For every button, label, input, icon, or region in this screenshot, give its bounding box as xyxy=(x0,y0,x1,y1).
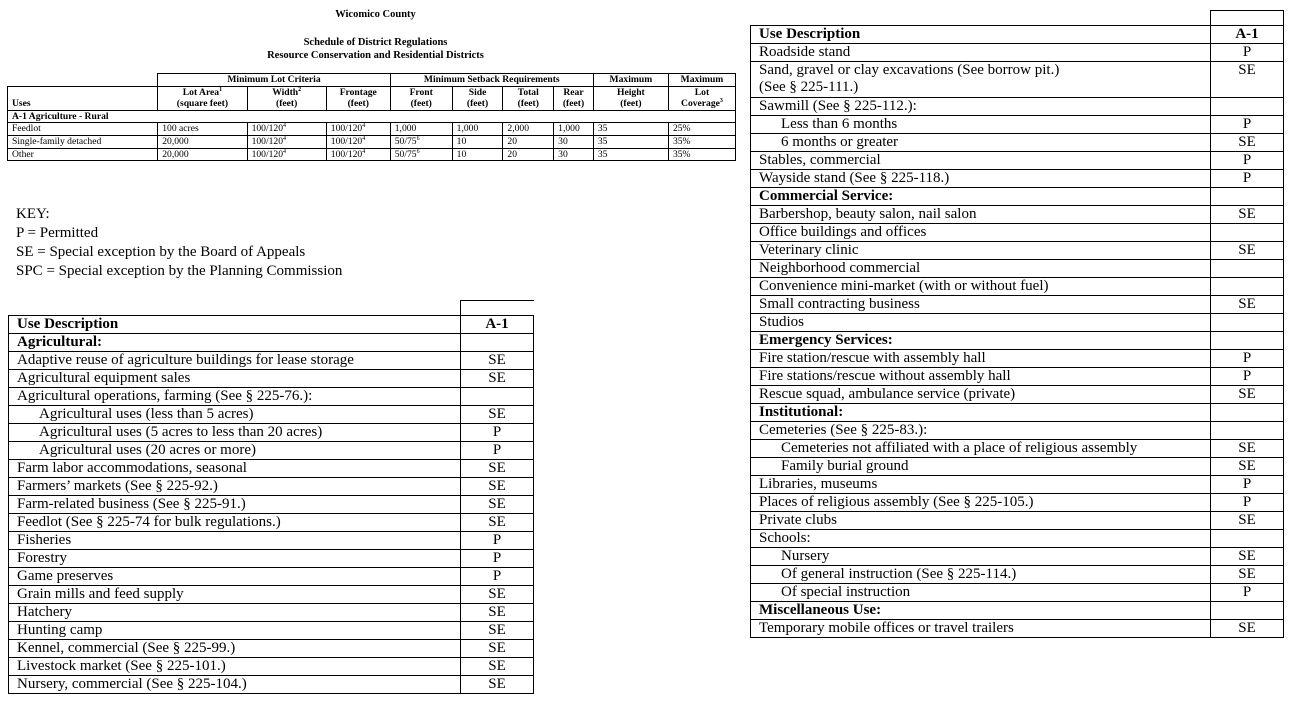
use-description: Wayside stand (See § 225-118.) xyxy=(751,169,1211,187)
col-frontage: Frontage (feet) xyxy=(326,86,390,110)
a1-permission-value: SE xyxy=(461,477,534,495)
use-row xyxy=(9,513,534,531)
schedule-subtitle: Resource Conservation and Residential Districts xyxy=(267,50,484,61)
a1-permission-value: SE xyxy=(461,369,534,387)
use-row xyxy=(751,457,1284,475)
regs-column-header-row xyxy=(8,86,736,110)
a1-permission-value: SE xyxy=(461,495,534,513)
use-description: Less than 6 months xyxy=(751,115,1211,133)
use-description: Agricultural equipment sales xyxy=(9,369,461,387)
key-permitted: P = Permitted xyxy=(16,225,99,241)
a1-permission-value: SE xyxy=(461,351,534,369)
use-description: Stables, commercial xyxy=(751,151,1211,169)
a1-permission-value xyxy=(461,387,534,405)
regs-cell-side: 1,000 xyxy=(452,123,503,136)
footnote-marker: 4 xyxy=(362,135,366,142)
a1-permission-value: SE xyxy=(1211,457,1284,475)
a1-permission-value: SE xyxy=(1211,565,1284,583)
regs-cell-coverage: 25% xyxy=(668,123,735,136)
regs-cell-front: $50/75^6$ xyxy=(390,135,452,148)
a1-permission-value xyxy=(461,333,534,351)
regs-cell-use: Single-family detached xyxy=(8,135,158,148)
use-description: Veterinary clinic xyxy=(751,241,1211,259)
a1-permission-value: P xyxy=(461,531,534,549)
use-description: Barbershop, beauty salon, nail salon xyxy=(751,205,1211,223)
use-description: Nursery xyxy=(751,547,1211,565)
use-table-header-row xyxy=(9,315,534,333)
a1-permission-value: SE xyxy=(1211,205,1284,223)
use-description: Rescue squad, ambulance service (private) xyxy=(751,385,1211,403)
use-row xyxy=(751,547,1284,565)
footnote-2: 2 xyxy=(298,86,302,93)
a1-permission-value xyxy=(1211,97,1284,115)
use-row xyxy=(9,585,534,603)
category-row xyxy=(751,331,1284,349)
use-description: Convenience mini-market (with or without fuel) xyxy=(751,277,1211,295)
a1-permission-value: SE xyxy=(1211,295,1284,313)
footnote-marker: 4 xyxy=(283,123,287,130)
key-special-exception-board: SE = Special exception by the Board of Appeals xyxy=(16,244,306,260)
regs-cell-total: 20 xyxy=(503,135,554,148)
category-row xyxy=(751,187,1284,205)
use-description-header: Use Description xyxy=(751,25,1211,43)
use-row xyxy=(9,459,534,477)
use-description: Of general instruction (See § 225-114.) xyxy=(751,565,1211,583)
footnote-1: 1 xyxy=(219,86,223,93)
a1-permission-value: P xyxy=(461,549,534,567)
regs-group-header-row xyxy=(8,74,736,87)
category-row xyxy=(751,601,1284,619)
regs-cell-front: 1,000 xyxy=(390,123,452,136)
use-row xyxy=(751,43,1284,61)
use-description: Studios xyxy=(751,313,1211,331)
use-description: Fire stations/rescue without assembly hall xyxy=(751,367,1211,385)
group-max-height: Maximum xyxy=(593,74,668,87)
use-row xyxy=(751,349,1284,367)
use-row xyxy=(751,313,1284,331)
regs-cell-lot-area: 20,000 xyxy=(158,135,247,148)
regs-cell-total: 20 xyxy=(503,148,554,161)
col-height: Height (feet) xyxy=(593,86,668,110)
use-description: Small contracting business xyxy=(751,295,1211,313)
a1-permission-value xyxy=(1211,529,1284,547)
category-row xyxy=(9,333,534,351)
use-table-left-top xyxy=(9,301,534,316)
use-description: Libraries, museums xyxy=(751,475,1211,493)
a1-permission-value: SE xyxy=(461,621,534,639)
use-description: Adaptive reuse of agriculture buildings for lease storage xyxy=(9,351,461,369)
footnote-marker: 6 xyxy=(416,148,420,155)
a1-permission-value: P xyxy=(461,423,534,441)
use-row xyxy=(751,511,1284,529)
regs-blank-cell xyxy=(8,74,158,87)
use-description: Agricultural uses (less than 5 acres) xyxy=(9,405,461,423)
a1-permission-value: SE xyxy=(461,513,534,531)
a1-permission-value: SE xyxy=(461,639,534,657)
use-table-left xyxy=(8,300,534,694)
regs-cell-width: $100/120^4$ xyxy=(247,135,326,148)
use-description: Cemeteries (See § 225-83.): xyxy=(751,421,1211,439)
regs-row xyxy=(8,148,736,161)
use-row xyxy=(751,583,1284,601)
footnote-marker: 4 xyxy=(362,148,366,155)
a1-permission-value: SE xyxy=(461,657,534,675)
regs-row xyxy=(8,135,736,148)
use-row xyxy=(9,675,534,693)
category-row xyxy=(751,403,1284,421)
use-row xyxy=(9,477,534,495)
key-special-exception-planning: SPC = Special exception by the Planning Commission xyxy=(16,263,343,279)
footnote-marker: 4 xyxy=(283,135,287,142)
key-title: KEY: xyxy=(16,206,50,222)
a1-permission-value xyxy=(1211,223,1284,241)
regs-cell-width: $100/120^4$ xyxy=(247,148,326,161)
a1-permission-value: SE xyxy=(1211,439,1284,457)
use-row xyxy=(9,387,534,405)
use-description: Family burial ground xyxy=(751,457,1211,475)
a1-permission-value xyxy=(1211,277,1284,295)
a1-permission-value: P xyxy=(1211,475,1284,493)
footnote-marker: 4 xyxy=(362,123,366,130)
a1-permission-value: P xyxy=(1211,493,1284,511)
use-description: Cemeteries not affiliated with a place of religious assembly xyxy=(751,439,1211,457)
category-label: Miscellaneous Use: xyxy=(751,601,1211,619)
use-description: Agricultural uses (20 acres or more) xyxy=(9,441,461,459)
regs-cell-coverage: 35% xyxy=(668,135,735,148)
regs-cell-side: 10 xyxy=(452,135,503,148)
regs-cell-lot-area: 100 acres xyxy=(158,123,247,136)
a1-permission-value xyxy=(1211,421,1284,439)
use-row xyxy=(751,133,1284,151)
a1-permission-value: SE xyxy=(1211,385,1284,403)
regs-cell-lot-area: 20,000 xyxy=(158,148,247,161)
use-description: Office buildings and offices xyxy=(751,223,1211,241)
district-regulations-table xyxy=(7,73,736,161)
use-row xyxy=(9,495,534,513)
col-coverage: Lot Coverage$^3$ xyxy=(668,86,735,110)
col-rear: Rear (feet) xyxy=(554,86,594,110)
a1-permission-value: P xyxy=(1211,349,1284,367)
regs-cell-use: Other xyxy=(8,148,158,161)
district-a1-header: A-1 xyxy=(461,315,534,333)
use-row xyxy=(751,97,1284,115)
use-description: Feedlot (See § 225-74 for bulk regulations.) xyxy=(9,513,461,531)
a1-permission-value: P xyxy=(1211,151,1284,169)
use-row xyxy=(751,439,1284,457)
use-description: Private clubs xyxy=(751,511,1211,529)
use-description: Schools: xyxy=(751,529,1211,547)
use-row xyxy=(751,223,1284,241)
regs-cell-height: 35 xyxy=(593,123,668,136)
footnote-marker: 4 xyxy=(283,148,287,155)
col-uses: Uses xyxy=(8,86,158,110)
regs-cell-total: 2,000 xyxy=(503,123,554,136)
use-row xyxy=(9,369,534,387)
group-min-lot-criteria: Minimum Lot Criteria xyxy=(158,74,391,87)
use-description: Farm-related business (See § 225-91.) xyxy=(9,495,461,513)
col-total: Total (feet) xyxy=(503,86,554,110)
use-description: Kennel, commercial (See § 225-99.) xyxy=(9,639,461,657)
a1-permission-value: SE xyxy=(1211,133,1284,151)
use-row xyxy=(751,475,1284,493)
use-row xyxy=(9,549,534,567)
regs-cell-frontage: $100/120^4$ xyxy=(326,148,390,161)
regs-section-row xyxy=(8,110,736,123)
schedule-title: Schedule of District Regulations xyxy=(303,37,448,48)
use-row xyxy=(9,351,534,369)
use-description: Fisheries xyxy=(9,531,461,549)
use-description: Livestock market (See § 225-101.) xyxy=(9,657,461,675)
use-row xyxy=(751,619,1284,637)
use-row xyxy=(9,567,534,585)
a1-permission-value: P xyxy=(1211,115,1284,133)
use-row xyxy=(751,277,1284,295)
county-title: Wicomico County xyxy=(335,9,416,20)
use-description: Roadside stand xyxy=(751,43,1211,61)
use-description: Agricultural operations, farming (See § 225-76.): xyxy=(9,387,461,405)
a1-permission-value: SE xyxy=(461,675,534,693)
footnote-marker: 6 xyxy=(416,135,420,142)
group-min-setback: Minimum Setback Requirements xyxy=(390,74,593,87)
use-table-header-row xyxy=(751,25,1284,43)
use-description: Grain mills and feed supply xyxy=(9,585,461,603)
use-row xyxy=(751,151,1284,169)
a1-permission-value: SE xyxy=(461,603,534,621)
use-description: Agricultural uses (5 acres to less than 20 acres) xyxy=(9,423,461,441)
use-row xyxy=(9,603,534,621)
use-description: Hatchery xyxy=(9,603,461,621)
use-description: Temporary mobile offices or travel trailers xyxy=(751,619,1211,637)
use-description: Hunting camp xyxy=(9,621,461,639)
category-label: Commercial Service: xyxy=(751,187,1211,205)
a1-permission-value: P xyxy=(461,567,534,585)
regs-cell-height: 35 xyxy=(593,135,668,148)
category-label: Emergency Services: xyxy=(751,331,1211,349)
col-lot-area: Lot Area$^1$ (square feet) xyxy=(158,86,247,110)
use-description-header: Use Description xyxy=(9,315,461,333)
use-description: 6 months or greater xyxy=(751,133,1211,151)
use-table-right-top xyxy=(751,11,1284,26)
a1-permission-value: P xyxy=(461,441,534,459)
col-width: Width$^2$ (feet) xyxy=(247,86,326,110)
use-description: Fire station/rescue with assembly hall xyxy=(751,349,1211,367)
a1-permission-value xyxy=(1211,601,1284,619)
use-description: Game preserves xyxy=(9,567,461,585)
use-row xyxy=(751,529,1284,547)
regs-cell-use: Feedlot xyxy=(8,123,158,136)
use-row xyxy=(751,295,1284,313)
a1-permission-value: SE xyxy=(1211,619,1284,637)
a1-permission-value: SE xyxy=(1211,241,1284,259)
use-description: Sand, gravel or clay excavations (See borrow pit.) (See § 225-111.) xyxy=(751,61,1211,97)
a1-permission-value: SE xyxy=(461,459,534,477)
category-label: Agricultural: xyxy=(9,333,461,351)
regs-cell-side: 10 xyxy=(452,148,503,161)
use-row xyxy=(751,259,1284,277)
regs-row xyxy=(8,123,736,136)
use-description: Farm labor accommodations, seasonal xyxy=(9,459,461,477)
a1-permission-value xyxy=(1211,331,1284,349)
use-description: Forestry xyxy=(9,549,461,567)
district-a1-header: A-1 xyxy=(1211,25,1284,43)
regs-cell-frontage: $100/120^4$ xyxy=(326,135,390,148)
use-row xyxy=(751,565,1284,583)
a1-permission-value: P xyxy=(1211,583,1284,601)
col-side: Side (feet) xyxy=(452,86,503,110)
a1-permission-value: SE xyxy=(461,585,534,603)
use-description: Nursery, commercial (See § 225-104.) xyxy=(9,675,461,693)
section-a1-agriculture-rural: A-1 Agriculture - Rural xyxy=(8,110,736,123)
group-max-coverage: Maximum xyxy=(668,74,735,87)
regs-cell-rear: 30 xyxy=(554,135,594,148)
use-row xyxy=(9,441,534,459)
a1-permission-value: SE xyxy=(1211,61,1284,97)
a1-permission-value: SE xyxy=(1211,511,1284,529)
use-description: Farmers’ markets (See § 225-92.) xyxy=(9,477,461,495)
use-row xyxy=(9,531,534,549)
use-row xyxy=(751,241,1284,259)
use-description: Places of religious assembly (See § 225-105.) xyxy=(751,493,1211,511)
use-row xyxy=(751,205,1284,223)
use-row xyxy=(751,421,1284,439)
use-row xyxy=(751,385,1284,403)
use-row xyxy=(9,639,534,657)
a1-permission-value: SE xyxy=(1211,547,1284,565)
a1-permission-value xyxy=(1211,313,1284,331)
regs-cell-frontage: $100/120^4$ xyxy=(326,123,390,136)
a1-permission-value: P xyxy=(1211,367,1284,385)
use-description: Neighborhood commercial xyxy=(751,259,1211,277)
regs-cell-width: $100/120^4$ xyxy=(247,123,326,136)
legend-key xyxy=(16,205,342,281)
use-row xyxy=(9,657,534,675)
use-row xyxy=(751,493,1284,511)
a1-permission-value: SE xyxy=(461,405,534,423)
category-label: Institutional: xyxy=(751,403,1211,421)
use-row xyxy=(751,61,1284,97)
use-table-right xyxy=(750,10,1284,638)
use-row xyxy=(9,621,534,639)
use-row xyxy=(9,405,534,423)
use-row xyxy=(9,423,534,441)
use-description: Sawmill (See § 225-112.): xyxy=(751,97,1211,115)
a1-permission-value xyxy=(1211,187,1284,205)
use-row xyxy=(751,367,1284,385)
regs-cell-coverage: 35% xyxy=(668,148,735,161)
col-front: Front (feet) xyxy=(390,86,452,110)
a1-permission-value xyxy=(1211,259,1284,277)
use-description: Of special instruction xyxy=(751,583,1211,601)
use-row xyxy=(751,115,1284,133)
a1-permission-value: P xyxy=(1211,169,1284,187)
use-row xyxy=(751,169,1284,187)
regs-cell-front: $50/75^6$ xyxy=(390,148,452,161)
a1-permission-value xyxy=(1211,403,1284,421)
footnote-3: 3 xyxy=(719,98,723,104)
regs-cell-height: 35 xyxy=(593,148,668,161)
a1-permission-value: P xyxy=(1211,43,1284,61)
regs-cell-rear: 30 xyxy=(554,148,594,161)
regs-cell-rear: 1,000 xyxy=(554,123,594,136)
